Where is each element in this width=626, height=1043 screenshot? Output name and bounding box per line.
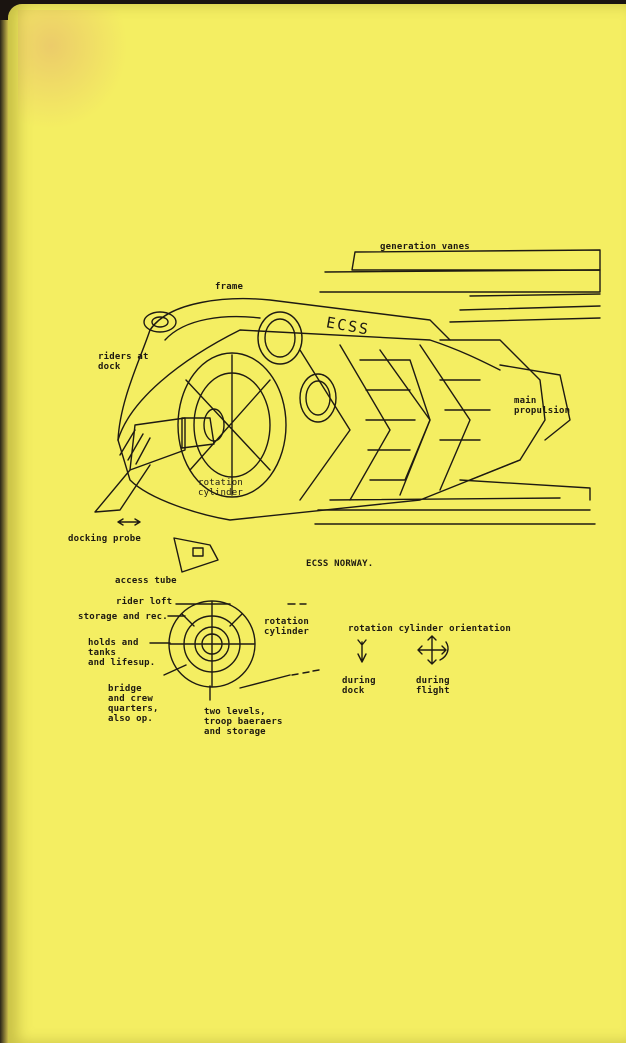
main-hull [118, 330, 570, 520]
label-ship-name: ECSS NORWAY. [306, 559, 374, 569]
rider-vessel [144, 312, 176, 332]
label-main-propulsion: main propulsion [514, 396, 571, 416]
label-rider-loft: rider loft [116, 597, 173, 607]
label-during-dock: during dock [342, 676, 376, 696]
orientation-arrows [358, 636, 448, 664]
label-generation-vanes: generation vanes [380, 242, 470, 252]
label-storage-and-rec: storage and rec. [78, 612, 168, 622]
label-orientation-title: rotation cylinder orientation [348, 624, 511, 634]
label-two-levels: two levels, troop baeraers and storage [204, 707, 283, 737]
access-tube-drawing [174, 538, 218, 572]
label-access-tube: access tube [115, 576, 177, 586]
label-during-flight: during flight [416, 676, 450, 696]
rotation-cylinder-drawing [178, 353, 286, 497]
cross-section [150, 601, 319, 700]
docking-nose [95, 418, 214, 512]
hull-marking: ECSS [324, 313, 372, 339]
label-frame: frame [215, 282, 244, 292]
label-rotation-cylinder: rotation cylinder [264, 617, 309, 637]
label-holds-and-tanks: holds and tanks and lifesup. [88, 638, 156, 668]
label-rotation-cylinder-inner: rotation cylinder [198, 478, 243, 498]
label-bridge: bridge and crew quarters, also op. [108, 684, 159, 724]
label-docking-probe: docking probe [68, 534, 142, 544]
docking-probe-arrow [118, 519, 140, 525]
label-riders-at-dock: riders at dock [98, 352, 149, 372]
